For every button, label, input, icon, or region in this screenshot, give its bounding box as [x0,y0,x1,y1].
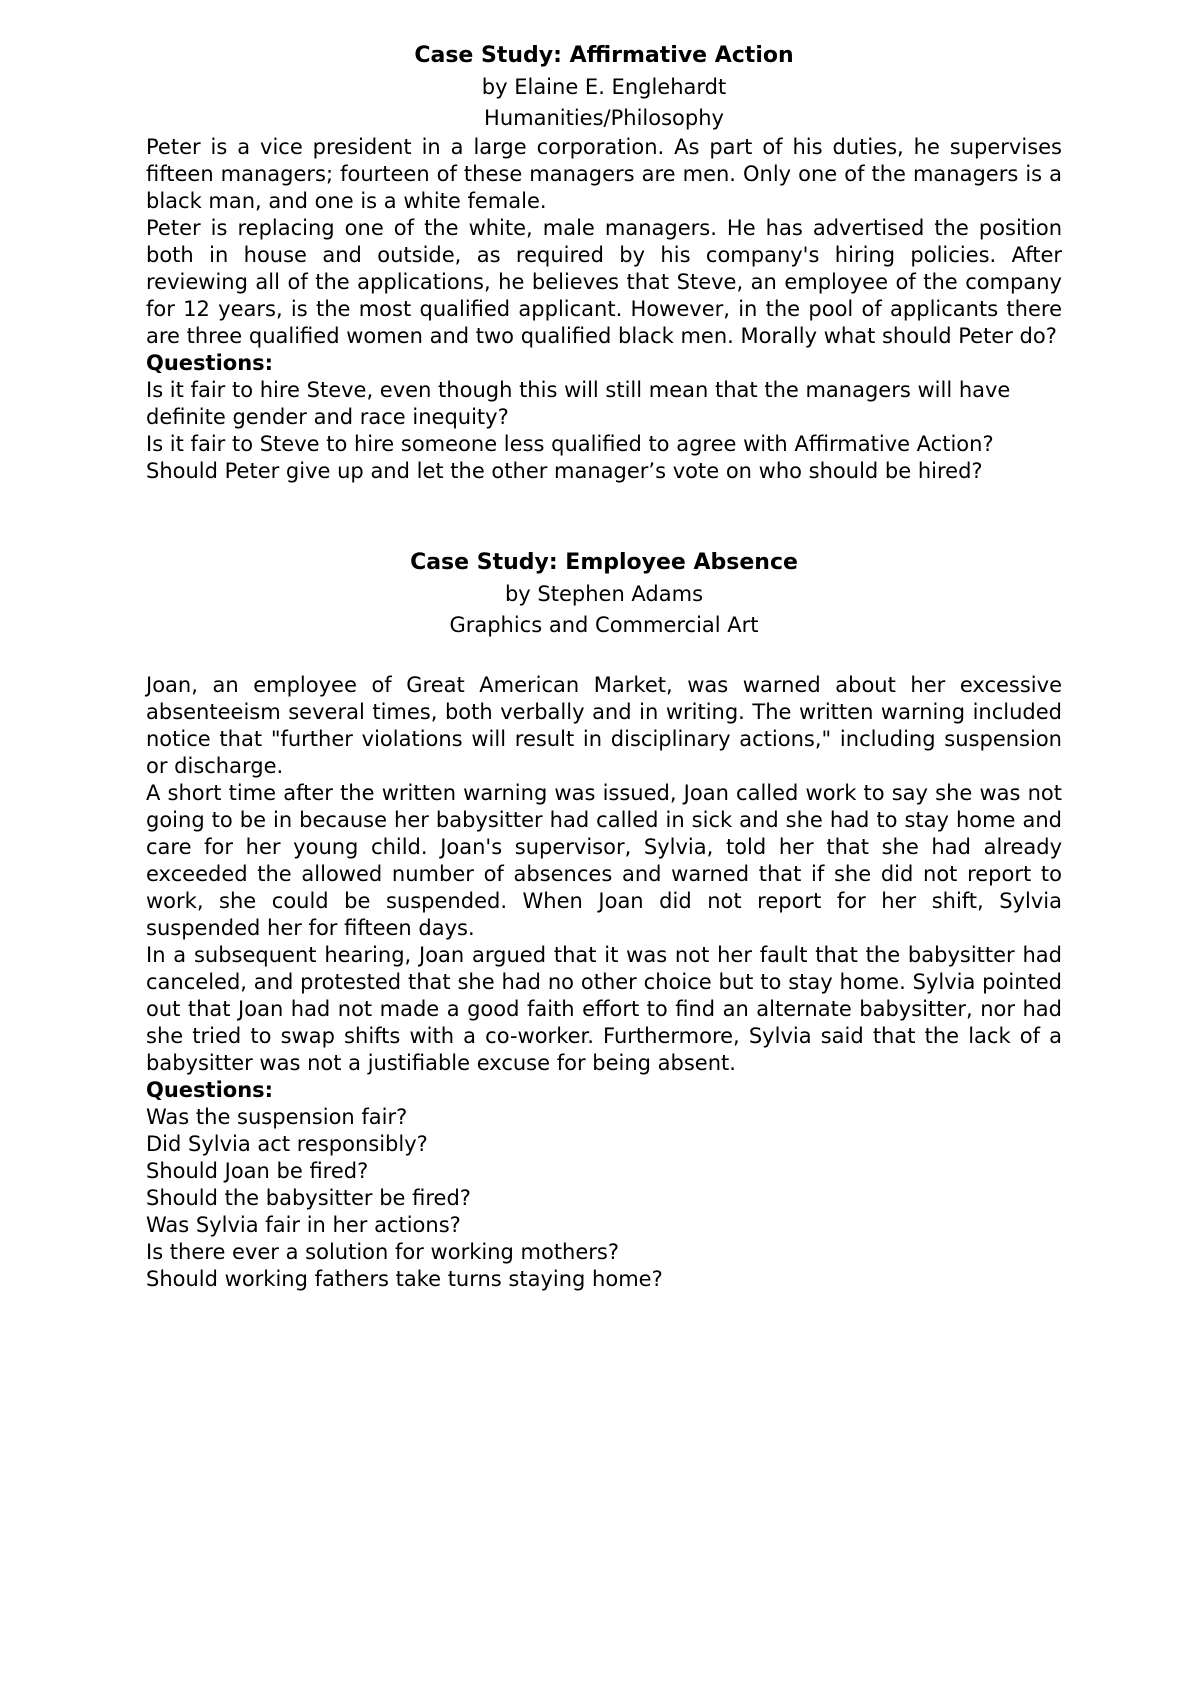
case-paragraph: A short time after the written warning was issued, Joan called work to say she was not going to be in because her babysitter had called in sick and she had to stay home and care for her young child. Joan's supervisor, Sylvia, told her that she had already exceeded the allowed number of absences and warned that if she did not report to work, she could be suspended. When Joan did not report for her shift, Sylvia suspended her for fifteen days. [146,781,1062,940]
question-item: Did Sylvia act responsibly? [146,1132,428,1156]
question-item: Is it fair to hire Steve, even though this will still mean that the managers will have definite gender and race inequity? [146,378,1011,429]
question-item: Should working fathers take turns staying home? [146,1267,663,1291]
question-item: Was the suspension fair? [146,1105,408,1129]
question-item: Is there ever a solution for working mothers? [146,1240,620,1264]
case-author: by Elaine E. Englehardt [481,75,727,99]
question-item: Should Joan be fired? [146,1159,369,1183]
question-item: Was Sylvia fair in her actions? [146,1213,461,1237]
case-paragraph: Peter is a vice president in a large corporation. As part of his duties, he supervises fifteen managers; fourteen of these managers are men. Only one of the managers is a black man, and one is a white female. [146,135,1062,213]
case-title: Case Study: Affirmative Action [414,43,794,68]
case-title: Case Study: Employee Absence [410,550,798,575]
case-author: by Stephen Adams [504,582,704,606]
case-paragraph: Peter is replacing one of the white, male managers. He has advertised the position both in house and outside, as required by his company's hiring policies. After reviewing all of the applications, he believes that Steve, an employee of the company for 12 years, is the most qualified applicant. However, in the pool of applicants there are three qualified women and two qualified black men. Morally what should Peter do? [146,216,1062,348]
section-spacer [146,485,1062,547]
case-paragraph: Joan, an employee of Great American Market, was warned about her excessive absenteeism several times, both verbally and in writing. The written warning included notice that "further violations will result in disciplinary actions," including suspension or discharge. [146,673,1062,778]
questions-heading: Questions: [146,351,274,375]
case-study-employee-absence [146,547,1062,1293]
question-item: Should the babysitter be fired? [146,1186,471,1210]
meta-spacer [146,641,1062,672]
question-item: Is it fair to Steve to hire someone less qualified to agree with Affirmative Action? [146,432,994,456]
case-study-affirmative-action [146,40,1062,485]
document-page [146,40,1062,1293]
case-department: Graphics and Commercial Art [449,613,759,637]
case-department: Humanities/Philosophy [484,106,724,130]
questions-heading: Questions: [146,1078,274,1102]
question-item: Should Peter give up and let the other manager’s vote on who should be hired? [146,459,983,483]
case-paragraph: In a subsequent hearing, Joan argued that it was not her fault that the babysitter had canceled, and protested that she had no other choice but to stay home. Sylvia pointed out that Joan had not made a good faith effort to find an alternate babysitter, nor had she tried to swap shifts with a co-worker. Furthermore, Sylvia said that the lack of a babysitter was not a justifiable excuse for being absent. [146,943,1062,1075]
